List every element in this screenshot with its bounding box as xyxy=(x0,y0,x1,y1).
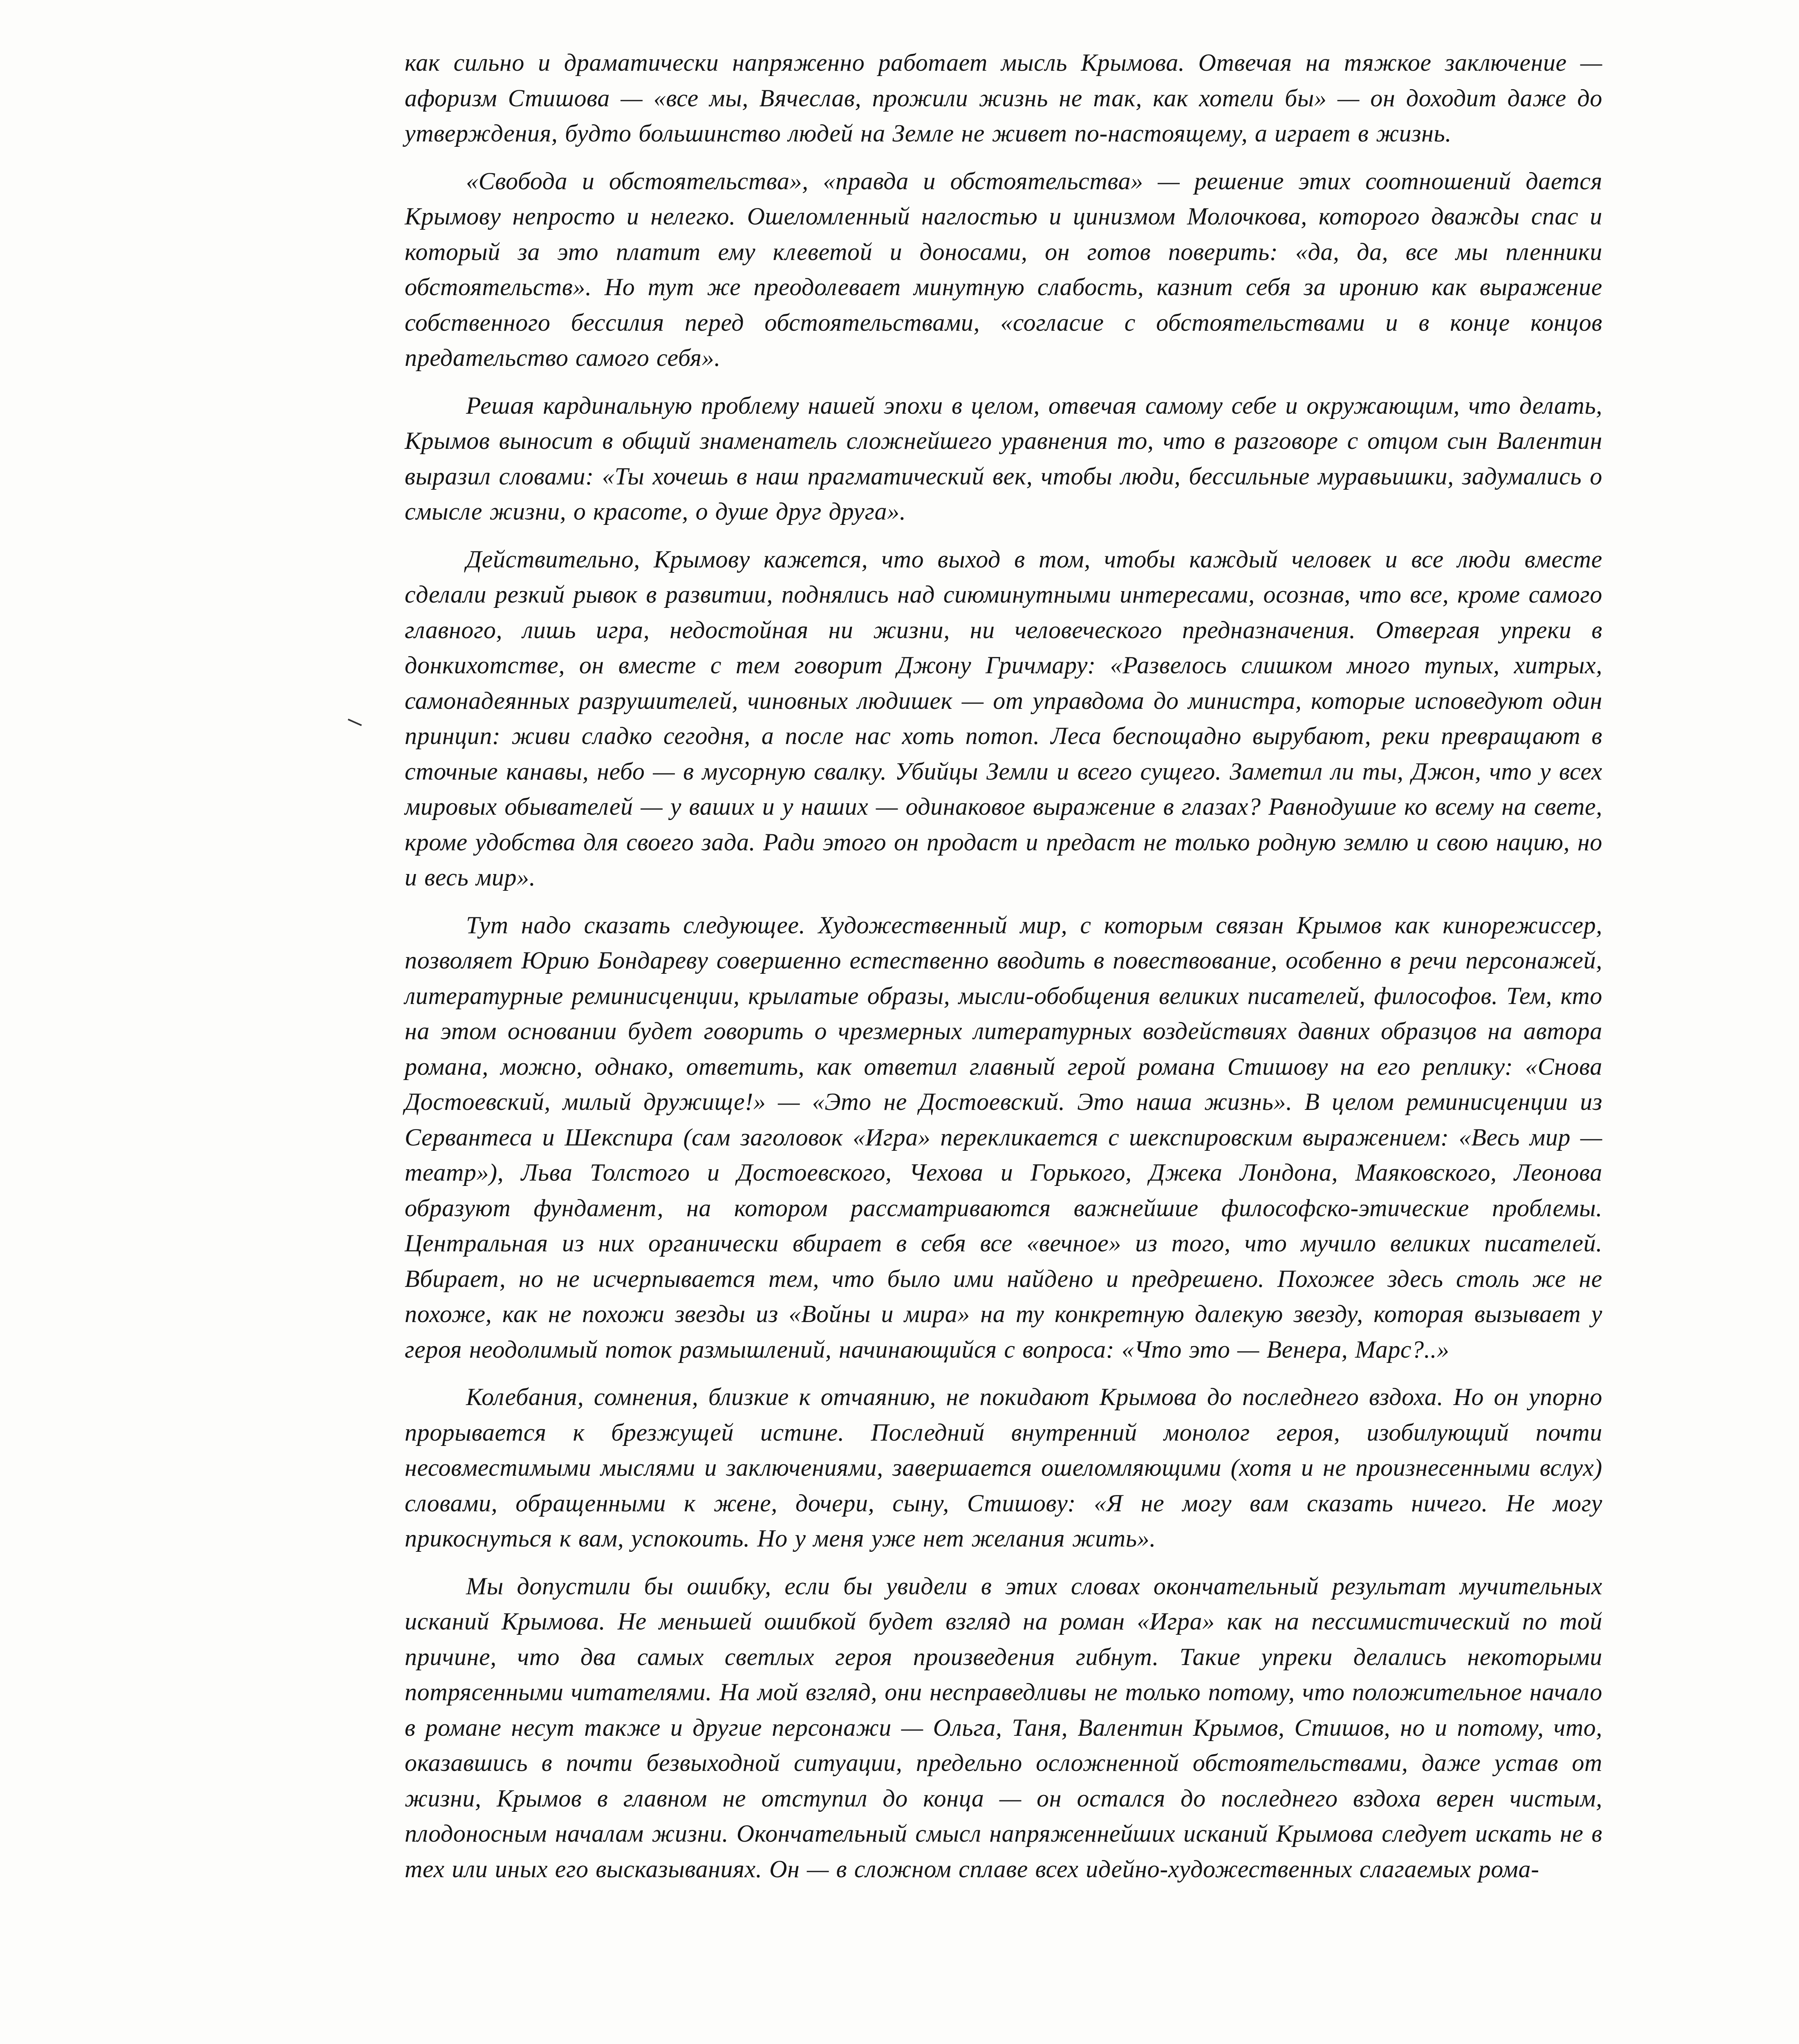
paragraph-1: как сильно и драматически напряженно работает мысль Крымова. Отвечая на тяжкое заключение — афоризм Стишова — «все мы, Вячеслав, прожили жизнь не так, как хотели бы» — он доходит даже до утверждения, будто большинство людей на Земле не живет по-настоящему, а играет в жизнь. xyxy=(405,49,1602,147)
text-column xyxy=(405,45,1602,1899)
paragraph-2: «Свобода и обстоятельства», «правда и обстоятельства» — решение этих соотношений дается Крымову непросто и нелегко. Ошеломленный наглостью и цинизмом Молочкова, которого дважды спас и который за это платит ему клеветой и доносами, он готов поверить: «да, да, все мы пленники обстоятельств». Но тут же преодолевает минутную слабость, казнит себя за иронию как выражение собственного бессилия перед обстоятельствами, «согласие с обстоятельствами и в конце концов предательство самого себя». xyxy=(405,167,1602,371)
margin-mark xyxy=(348,719,362,726)
paragraph-3: Решая кардинальную проблему нашей эпохи в целом, отвечая самому себе и окружающим, что делать, Крымов выносит в общий знаменатель сложнейшего уравнения то, что в разговоре с отцом сын Валентин выразил словами: «Ты хочешь в наш прагматический век, чтобы люди, бессильные муравьишки, задумались о смысле жизни, о красоте, о душе друг друга». xyxy=(405,392,1602,525)
paragraph-7: Мы допустили бы ошибку, если бы увидели в этих словах окончательный результат мучительных исканий Крымова. Не меньшей ошибкой будет взгляд на роман «Игра» как на пессимистический по той причине, что два самых светлых героя произведения гибнут. Такие упреки делались некоторыми потрясенными читателями. На мой взгляд, они несправедливы не только потому, что положительное начало в романе несут также и другие персонажи — Ольга, Таня, Валентин Крымов, Стишов, но и потому, что, оказавшись в почти безвыходной ситуации, предельно осложненной обстоятельствами, даже устав от жизни, Крымов в главном не отступил до конца — он остался до последнего вздоха верен чистым, плодоносным началам жизни. Окончательный смысл напряженнейших исканий Крымова следует искать не в тех или иных его высказываниях. Он — в сложном сплаве всех идейно-художественных слагаемых рома- xyxy=(405,1572,1602,1883)
paragraph-5: Тут надо сказать следующее. Художественный мир, с которым связан Крымов как кинорежиссер, позволяет Юрию Бондареву совершенно естественно вводить в повествование, особенно в речи персонажей, литературные реминисценции, крылатые образы, мысли-обобщения великих писателей, философов. Тем, кто на этом основании будет говорить о чрезмерных литературных воздействиях давних образцов на автора романа, можно, однако, ответить, как ответил главный герой романа Стишову на его реплику: «Снова Достоевский, милый дружище!» — «Это не Достоевский. Это наша жизнь». В целом реминисценции из Сервантеса и Шекспира (сам заголовок «Игра» перекликается с шекспировским выражением: «Весь мир — театр»), Льва Толстого и Достоевского, Чехова и Горького, Джека Лондона, Маяковского, Леонова образуют фундамент, на котором рассматриваются важнейшие философско-этические проблемы. Центральная из них органически вбирает в себя все «вечное» из того, что мучило великих писателей. Вбирает, но не исчерпывается тем, что было ими найдено и предрешено. Похожее здесь столь же не похоже, как не похожи звезды из «Войны и мира» на ту конкретную далекую звезду, которая вызывает у героя неодолимый поток размышлений, начинающийся с вопроса: «Что это — Венера, Марс?..» xyxy=(405,911,1602,1363)
paragraph-4: Действительно, Крымову кажется, что выход в том, чтобы каждый человек и все люди вместе сделали резкий рывок в развитии, поднялись над сиюминутными интересами, осознав, что все, кроме самого главного, лишь игра, недостойная ни жизни, ни человеческого предназначения. Отвергая упреки в донкихотстве, он вместе с тем говорит Джону Гричмару: «Развелось слишком много тупых, хитрых, самонадеянных разрушителей, чиновных людишек — от управдома до министра, которые исповедуют один принцип: живи сладко сегодня, а после нас хоть потоп. Леса беспощадно вырубают, реки превращают в сточные канавы, небо — в мусорную свалку. Убийцы Земли и всего сущего. Заметил ли ты, Джон, что у всех мировых обывателей — у ваших и у наших — одинаковое выражение в глазах? Равнодушие ко всему на свете, кроме удобства для своего зада. Ради этого он продаст и предаст не только родную землю и свою нацию, но и весь мир». xyxy=(405,545,1602,891)
paragraph-6: Колебания, сомнения, близкие к отчаянию, не покидают Крымова до последнего вздоха. Но он упорно прорывается к брезжущей истине. Последний внутренний монолог героя, изобилующий почти несовместимыми мыслями и заключениями, завершается ошеломляющими (хотя и не произнесенными вслух) словами, обращенными к жене, дочери, сыну, Стишову: «Я не могу вам сказать ничего. Не могу прикоснуться к вам, успокоить. Но у меня уже нет желания жить». xyxy=(405,1383,1602,1552)
